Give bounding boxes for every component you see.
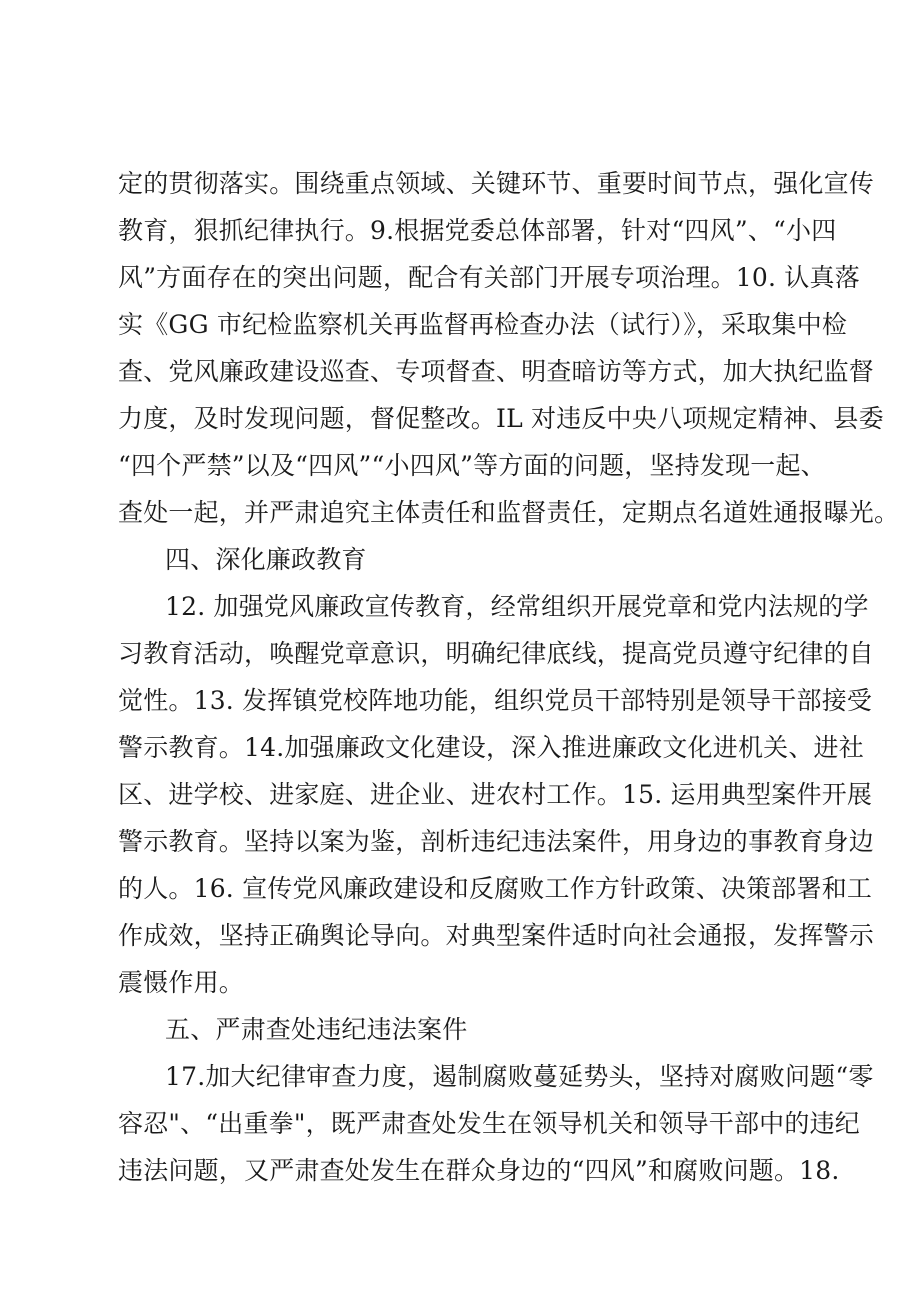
body-text-line: 查、党风廉政建设巡查、专项督查、明查暗访等方式，加大执纪监督 — [118, 357, 875, 386]
body-text-line: 违法问题，又严肃查处发生在群众身边的“四风”和腐败问题。18. — [118, 1156, 840, 1185]
body-text-line: 区、进学校、进家庭、进企业、进农村工作。15. 运用典型案件开展 — [118, 780, 873, 809]
paragraph-first-line: 12. 加强党风廉政宣传教育，经常组织开展党章和党内法规的学 — [165, 592, 869, 621]
section-heading: 五、严肃查处违纪违法案件 — [165, 1015, 468, 1044]
body-text-line: 的人。16. 宣传党风廉政建设和反腐败工作方针政策、决策部署和工 — [118, 874, 873, 903]
body-text-line: 容忍"、“出重拳"，既严肃查处发生在领导机关和领导干部中的违纪 — [118, 1109, 860, 1138]
body-text-line: 教育，狠抓纪律执行。9.根据党委总体部署，针对“四风”、“小四 — [118, 216, 837, 245]
body-text-line: 实《GG 市纪检监察机关再监督再检查办法（试行）》，采取集中检 — [118, 310, 848, 339]
body-text-line: 力度，及时发现问题，督促整改。IL 对违反中央八项规定精神、县委 — [118, 404, 884, 433]
body-text-line: 查处一起，并严肃追究主体责任和监督责任，定期点名道姓通报曝光。 — [118, 498, 900, 527]
body-text-line: 觉性。13. 发挥镇党校阵地功能，组织党员干部特别是领导干部接受 — [118, 686, 873, 715]
body-text-line: 警示教育。14.加强廉政文化建设，深入推进廉政文化进机关、进社 — [118, 733, 864, 762]
body-text-line: 定的贯彻落实。围绕重点领域、关键环节、重要时间节点，强化宣传 — [118, 169, 875, 198]
body-text-line: “四个严禁”以及“四风”“小四风”等方面的问题，坚持发现一起、 — [118, 451, 826, 480]
body-text-line: 习教育活动，唤醒党章意识，明确纪律底线，提高党员遵守纪律的自 — [118, 639, 875, 668]
body-text-line: 作成效，坚持正确舆论导向。对典型案件适时向社会通报，发挥警示 — [118, 921, 875, 950]
paragraph-first-line: 17.加大纪律审查力度，遏制腐败蔓延势头，坚持对腐败问题“零 — [165, 1062, 874, 1091]
section-heading: 四、深化廉政教育 — [165, 545, 367, 574]
paragraph-last-line: 震慑作用。 — [118, 968, 245, 997]
body-text-line: 风”方面存在的突出问题，配合有关部门开展专项治理。10. 认真落 — [118, 263, 860, 292]
body-text-line: 警示教育。坚持以案为鉴，剖析违纪违法案件，用身边的事教育身边 — [118, 827, 875, 856]
